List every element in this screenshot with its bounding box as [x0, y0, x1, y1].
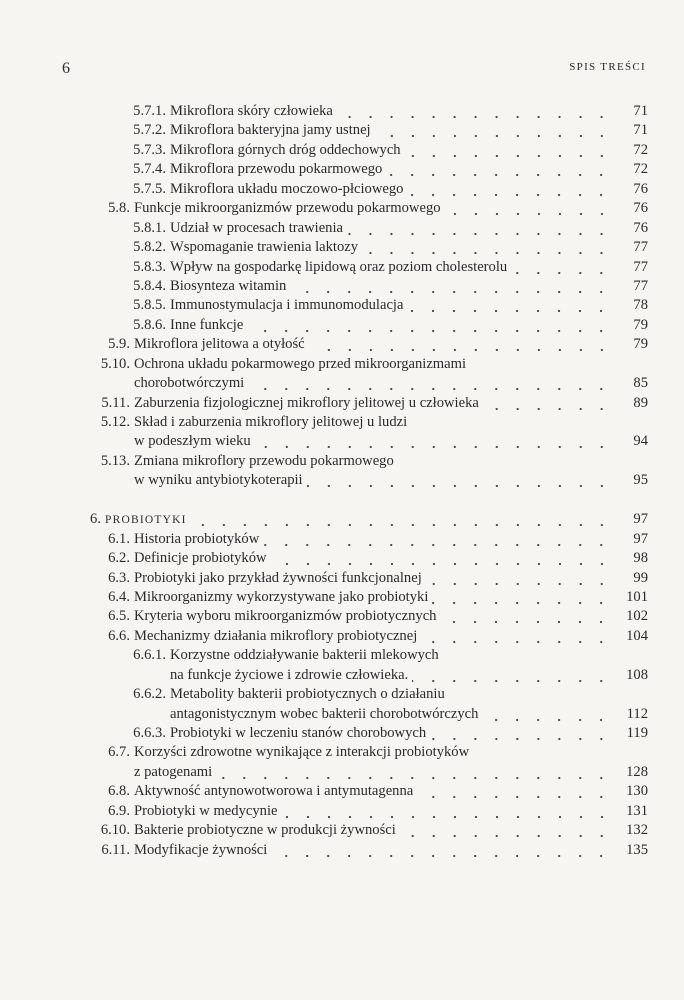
toc-entry-title: Aktywność antynowotworowa i antymutagenna [134, 783, 414, 800]
toc-entry-line [0, 121, 684, 140]
leader-dots [400, 821, 612, 840]
toc-entry [0, 180, 684, 199]
toc-entry [0, 238, 684, 257]
toc-entry-page: 101 [626, 588, 648, 605]
toc-entry-page: 72 [633, 141, 648, 158]
toc-entry-number: 6.1. [108, 530, 130, 547]
leader-dots [362, 238, 612, 257]
toc-entry-page: 99 [633, 569, 648, 586]
toc-entry [0, 646, 684, 685]
toc-entry-line [0, 335, 684, 354]
running-head: SPIS TREŚCI [569, 61, 646, 73]
leader-dots [191, 510, 612, 529]
toc-entry-title: Mikroflora przewodu pokarmowego [170, 161, 383, 178]
toc-entry-title: Korzystne oddziaływanie bakterii mlekowych [170, 647, 439, 664]
toc-entry-number: 5.10. [100, 355, 130, 372]
leader-dots [375, 121, 612, 140]
toc-entry-title: Ochrona układu pokarmowego przed mikroorganizmami [134, 355, 467, 372]
toc-entry [0, 743, 684, 782]
toc-entry [0, 219, 684, 238]
toc-entry-number: 5.12. [100, 414, 130, 430]
toc-entry-line [0, 549, 684, 568]
toc-entry-line [0, 355, 684, 374]
toc-entry-page: 135 [626, 841, 648, 858]
toc-entry-title: Udział w procesach trawienia [170, 219, 344, 236]
toc-entry-page: 132 [626, 822, 648, 839]
toc-entry-title: Mikroflora skóry człowieka [170, 103, 333, 119]
toc-entry-title: Funkcje mikroorganizmów przewodu pokarmowego [134, 200, 441, 217]
toc-entry-number: 6.10. [100, 822, 130, 839]
toc-entry [0, 802, 684, 821]
toc-entry-title: Zmiana mikroflory przewodu pokarmowego [134, 452, 394, 469]
leader-dots [309, 335, 612, 354]
toc-entry-line [0, 258, 684, 277]
leader-dots [337, 102, 612, 121]
toc-entry-title: PROBIOTYKI [105, 514, 187, 527]
toc-entry-title: Korzyści zdrowotne wynikające z interakcji probiotyków [134, 744, 470, 761]
leader-dots [216, 763, 612, 782]
toc-entry-line [0, 394, 684, 413]
leader-dots [432, 588, 612, 607]
toc-entry-line [0, 413, 684, 432]
toc-entry-page: 79 [633, 336, 648, 353]
toc-entry-number: 6.4. [108, 588, 130, 605]
toc-entry-page: 97 [633, 530, 648, 547]
toc-entry [0, 121, 684, 140]
toc-entry-line [0, 724, 684, 743]
toc-entry-number: 5.8.3. [133, 258, 166, 275]
toc-entry [0, 413, 684, 452]
leader-dots [407, 296, 612, 315]
spacer [0, 491, 684, 510]
toc-entry-page: 128 [626, 763, 648, 780]
toc-entry-number: 5.8.1. [133, 219, 166, 236]
leader-dots [417, 782, 612, 801]
toc-entry-line [0, 316, 684, 335]
toc-entry-title: Bakterie probiotyczne w produkcji żywności [134, 822, 396, 839]
toc-entry-title: w wyniku antybiotykoterapii [134, 472, 303, 489]
toc-entry-number: 6.6. [108, 627, 130, 644]
toc-entry-page: 102 [626, 608, 648, 625]
toc-entry [0, 199, 684, 218]
leader-dots [426, 569, 612, 588]
toc-entry-title: Immunostymulacja i immunomodulacja [170, 297, 404, 314]
leader-dots [255, 432, 612, 451]
toc-entry-line [0, 296, 684, 315]
toc-entry-line [0, 432, 684, 451]
toc-entry-page: 76 [633, 219, 648, 236]
leader-dots [511, 258, 612, 277]
toc-entry-page: 94 [633, 433, 648, 450]
leader-dots [263, 530, 612, 549]
toc-entry-line [0, 666, 684, 685]
toc-entry [0, 569, 684, 588]
toc-entry-title: na funkcje życiowe i zdrowie człowieka. [170, 666, 409, 683]
toc-entry-title: Mechanizmy działania mikroflory probiotycznej [134, 627, 418, 644]
toc-entry-number: 5.7.5. [133, 180, 166, 197]
toc-entry-number: 5.8.6. [133, 316, 166, 333]
toc-entry-number: 6.5. [108, 608, 130, 625]
toc-entry-number: 6.9. [108, 802, 130, 819]
toc-entry-line [0, 180, 684, 199]
toc-entry-title: Wspomaganie trawienia laktozy [170, 239, 359, 256]
toc-entry-title: Mikroflora jelitowa a otyłość [134, 336, 305, 353]
toc-entry-page: 112 [626, 705, 648, 722]
leader-dots [271, 549, 612, 568]
leader-dots [407, 180, 612, 199]
toc-entry-line [0, 510, 684, 529]
toc-entry-title: Wpływ na gospodarkę lipidową oraz poziom cholesterolu [170, 258, 508, 275]
toc-entry-page: 77 [633, 277, 648, 294]
toc-entry-line [0, 219, 684, 238]
toc-entry-number: 5.13. [100, 452, 130, 469]
toc-entry-line [0, 802, 684, 821]
toc-entry-line [0, 199, 684, 218]
toc-entry [0, 258, 684, 277]
toc-entry-title: Zaburzenia fizjologicznej mikroflory jelitowej u człowieka [134, 394, 479, 411]
toc-entry-line [0, 569, 684, 588]
toc-entry-title: Probiotyki w leczeniu stanów chorobowych [170, 725, 427, 741]
leader-dots [412, 666, 612, 685]
toc-entry [0, 296, 684, 315]
toc-entry-line [0, 102, 684, 121]
toc-entry [0, 782, 684, 801]
toc-entry-title: w podeszłym wieku [134, 433, 251, 450]
toc-entry-title: Probiotyki w medycynie [134, 802, 278, 819]
toc-entry-line [0, 782, 684, 801]
toc-entry [0, 685, 684, 724]
toc-entry-page: 85 [633, 375, 648, 392]
leader-dots [482, 705, 612, 724]
toc-entry-number: 5.8.2. [133, 239, 166, 256]
toc-entry-number: 5.8.5. [133, 297, 166, 314]
toc-entry [0, 316, 684, 335]
toc-entry-line [0, 627, 684, 646]
leader-dots [430, 724, 612, 743]
toc-entry-number: 6.11. [101, 841, 130, 858]
toc-entry [0, 841, 684, 860]
toc-entry-page: 77 [633, 258, 648, 275]
toc-entry-title: Skład i zaburzenia mikroflory jelitowej u ludzi [134, 414, 408, 430]
toc-entry-line [0, 685, 684, 704]
toc-entry-page: 130 [626, 783, 648, 800]
toc-entry-line [0, 530, 684, 549]
toc-entry-title: Mikroflora bakteryjna jamy ustnej [170, 122, 371, 139]
toc-entry-page: 131 [626, 802, 648, 819]
toc-entry-title: Mikroflora górnych dróg oddechowych [170, 141, 401, 158]
toc-entry-line [0, 763, 684, 782]
toc-entry-title: chorobotwórczymi [134, 375, 245, 392]
toc-entry-title: Mikroorganizmy wykorzystywane jako probiotyki [134, 588, 429, 605]
toc-entry-number: 5.7.4. [133, 161, 166, 178]
leader-dots [248, 374, 612, 393]
leader-dots [445, 199, 612, 218]
toc-entry-title: Metabolity bakterii probiotycznych o działaniu [170, 686, 445, 703]
toc-entry-page: 76 [633, 200, 648, 217]
leader-dots [347, 219, 612, 238]
toc-entry-number: 5.7.1. [133, 103, 166, 119]
toc-entry-page: 104 [626, 627, 648, 644]
leader-dots [405, 141, 612, 160]
toc-entry-line [0, 646, 684, 665]
toc-entry-page: 71 [633, 103, 648, 119]
toc-entry-page: 77 [633, 239, 648, 256]
toc-entry-number: 5.7.2. [133, 122, 166, 139]
toc-entry-number: 6.2. [108, 550, 130, 567]
toc-entry-number: 6.6.2. [133, 686, 166, 703]
toc-entry-title: Modyfikacje żywności [134, 841, 268, 858]
toc-entry-line [0, 743, 684, 762]
toc-entry [0, 355, 684, 394]
toc-entry-title: Historia probiotyków [134, 530, 260, 547]
toc-entry-page: 97 [633, 511, 648, 528]
toc-entry-line [0, 277, 684, 296]
toc-entry-title: Inne funkcje [170, 316, 244, 333]
toc-entry [0, 724, 684, 743]
toc-entry-number: 6.3. [108, 569, 130, 586]
toc-entry-line [0, 588, 684, 607]
leader-dots [386, 160, 612, 179]
leader-dots [271, 841, 612, 860]
toc-entry-title: antagonistycznym wobec bakterii chorobotwórczych [170, 705, 479, 722]
table-of-contents [0, 102, 684, 860]
toc-entry [0, 277, 684, 296]
toc-entry-page: 72 [633, 161, 648, 178]
toc-entry [0, 549, 684, 568]
toc-entry-line [0, 160, 684, 179]
toc-entry-page: 71 [633, 122, 648, 139]
toc-entry-line [0, 821, 684, 840]
leader-dots [483, 394, 612, 413]
toc-entry-number: 6.8. [108, 783, 130, 800]
toc-entry-number: 6.6.1. [133, 647, 166, 664]
toc-entry-number: 5.8.4. [133, 277, 166, 294]
toc-entry-page: 79 [633, 316, 648, 333]
toc-entry-line [0, 841, 684, 860]
toc-entry-number: 5.11. [101, 394, 130, 411]
toc-entry [0, 510, 684, 529]
toc-entry [0, 141, 684, 160]
toc-entry [0, 394, 684, 413]
toc-entry [0, 588, 684, 607]
toc-entry-line [0, 607, 684, 626]
toc-entry-line [0, 238, 684, 257]
toc-entry-number: 6.7. [108, 744, 130, 761]
toc-entry [0, 335, 684, 354]
toc-entry-number: 5.7.3. [133, 141, 166, 158]
toc-entry-title: Probiotyki jako przykład żywności funkcjonalnej [134, 569, 422, 586]
toc-entry-line [0, 452, 684, 471]
leader-dots [282, 802, 613, 821]
leader-dots [290, 277, 612, 296]
toc-entry-page: 108 [626, 666, 648, 683]
toc-entry-line [0, 141, 684, 160]
toc-entry-number: 6.6.3. [133, 725, 166, 741]
toc-entry [0, 160, 684, 179]
toc-entry-title: z patogenami [134, 763, 213, 780]
toc-entry-page: 76 [633, 180, 648, 197]
toc-entry [0, 452, 684, 491]
page-number: 6 [62, 60, 70, 77]
leader-dots [247, 316, 612, 335]
toc-entry-page: 78 [633, 297, 648, 314]
toc-entry-number: 5.8. [108, 200, 130, 217]
toc-entry-title: Kryteria wyboru mikroorganizmów probiotycznych [134, 608, 437, 625]
leader-dots [440, 607, 612, 626]
toc-entry-title: Biosynteza witamin [170, 277, 287, 294]
toc-entry-page: 89 [633, 394, 648, 411]
toc-entry-line [0, 705, 684, 724]
toc-entry-page: 119 [626, 725, 648, 741]
toc-entry [0, 627, 684, 646]
toc-entry-line [0, 471, 684, 490]
toc-entry-page: 95 [633, 472, 648, 489]
toc-entry-line [0, 374, 684, 393]
leader-dots [421, 627, 612, 646]
toc-entry [0, 607, 684, 626]
toc-entry-number: 5.9. [108, 336, 130, 353]
toc-entry [0, 821, 684, 840]
toc-entry-page: 98 [633, 550, 648, 567]
toc-entry-title: Mikroflora układu moczowo-płciowego [170, 180, 404, 197]
toc-entry-number: 6. [90, 511, 101, 528]
leader-dots [307, 471, 612, 490]
toc-entry-title: Definicje probiotyków [134, 550, 267, 567]
toc-entry [0, 102, 684, 121]
toc-entry [0, 530, 684, 549]
